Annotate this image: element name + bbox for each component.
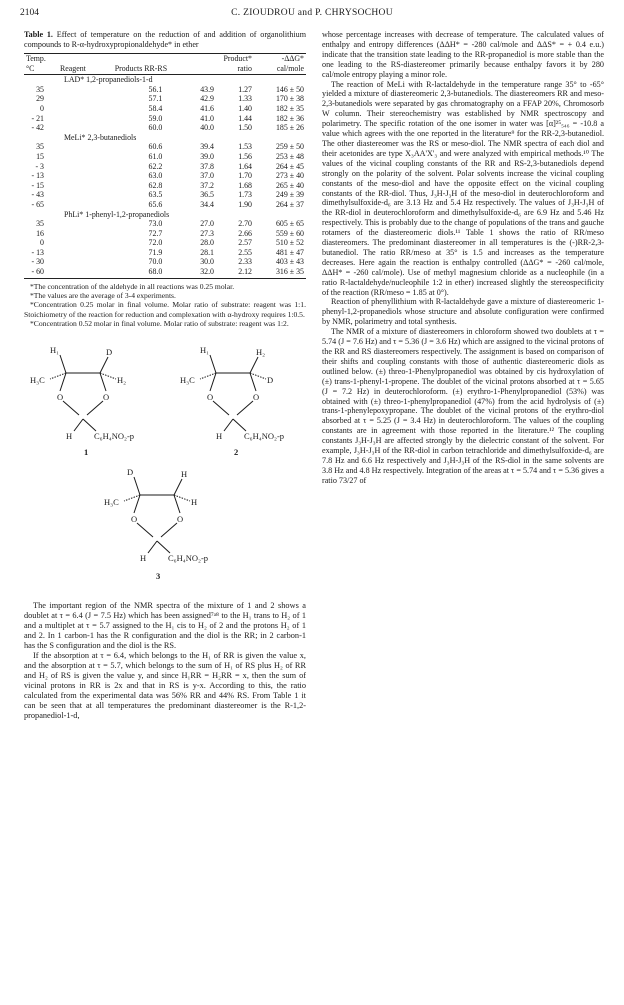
cell-ratio: 1.64 — [238, 161, 252, 171]
cell-dg: 510 ± 52 — [275, 238, 304, 248]
table-row — [24, 85, 306, 95]
cell-empty — [58, 123, 113, 133]
cell-rr: 58.4 — [148, 103, 163, 113]
cell-temp: - 43 — [31, 190, 44, 200]
cell-temp: - 15 — [31, 180, 44, 190]
cell-ratio: 1.56 — [238, 151, 252, 161]
cell-empty — [58, 238, 113, 248]
th-ratio: Product* ratio — [223, 54, 252, 73]
cell-empty — [58, 162, 113, 172]
cell-rr: 65.6 — [148, 199, 163, 209]
cell-empty — [58, 114, 113, 124]
s3-o1: O — [131, 513, 138, 524]
footnote: *Concentration 0.25 molar in final volume. Molar ratio of substrate: reagent was 1:1. Stoichiometry of the reaction for reduction and complexation with α-hydroxy requires 1:0.5. — [24, 300, 306, 319]
table-group-row — [24, 210, 306, 220]
table-row — [24, 152, 306, 162]
s1-h3c: H₃C — [30, 374, 45, 385]
s3-o2: O — [177, 513, 184, 524]
cell-empty — [58, 200, 113, 210]
cell-empty — [58, 248, 113, 258]
cell-temp: 16 — [36, 228, 44, 238]
th-dg: -ΔΔG* cal/mole — [276, 54, 304, 73]
cell-rs: 39.0 — [200, 151, 214, 161]
cell-rr: 60.6 — [148, 142, 163, 152]
table-row — [24, 267, 306, 277]
cell-dg: 182 ± 36 — [275, 113, 304, 123]
cell-ratio: 1.90 — [238, 199, 252, 209]
cell-empty — [58, 171, 113, 181]
running-header — [20, 8, 604, 22]
footnote: *Concentration 0.52 molar in final volume. Molar ratio of substrate: reagent was 1:2. — [30, 319, 289, 329]
cell-temp: 35 — [36, 219, 44, 229]
cell-ratio: 1.70 — [238, 171, 252, 181]
cell-ratio: 1.33 — [238, 94, 252, 104]
structure-2 — [180, 345, 284, 457]
cell-dg: 249 ± 39 — [275, 190, 304, 200]
cell-rs: 39.4 — [200, 142, 214, 152]
table-caption-text: Effect of temperature on the reduction of and addition of organolithium compounds to R-α-hydroxypropionaldehyde* in ether — [24, 30, 307, 49]
s3-aryl: C₆H₄NO₂-p — [168, 552, 209, 563]
cell-rs: 28.0 — [200, 238, 214, 248]
cell-rs: 34.4 — [200, 199, 214, 209]
s2-o2: O — [253, 391, 260, 402]
cell-rs: 30.0 — [200, 257, 214, 267]
table-caption — [24, 30, 306, 50]
cell-rr: 60.0 — [148, 123, 163, 133]
cell-temp: 35 — [36, 142, 44, 152]
cell-rr: 61.0 — [148, 151, 163, 161]
th-products: Products RR-RS — [114, 63, 168, 73]
cell-dg: 273 ± 40 — [275, 171, 304, 181]
cell-temp: 0 — [40, 238, 44, 248]
right-column — [322, 30, 604, 486]
cell-rr: 63.5 — [148, 190, 163, 200]
paragraph: If the absorption at τ = 6.4, which belongs to the H₁ of RR is given the value x, and the absorption at τ = 5.7, which belongs to the sum of H₁ of RS plus H₂ of RR and H₂ of RS is given the value y, and since H₁RR = H₂RR = x, then the sum of vicinal protons in RR is 2x and that in RS is y-x. According to this, the ratio calculated from the experimental data was 56% RR and 44% RS. From Table 1 it can be seen that at all temperatures the predominant diastereomer is the R-1,2-propanediol-1-d, — [24, 650, 306, 721]
s2-d: D — [267, 374, 274, 385]
cell-temp: 35 — [36, 84, 44, 94]
cell-ratio: 1.73 — [238, 190, 252, 200]
table-group-label: MeLi* 2,3-butanediols — [64, 132, 137, 142]
cell-dg: 403 ± 43 — [275, 257, 304, 267]
table-row — [24, 229, 306, 239]
cell-empty — [58, 267, 113, 277]
paragraph: The reaction of MeLi with R-lactaldehyde in the temperature range 35° to -65° yielded a mixture of diastereomeric 2,3-butanediols. The diastereomers RR and meso-2,3-butanediols were separated by gas chromatography on a FFAP 20%, Chromosorb W column. Their stereochemistry was established by NMR spectroscopy and polarimetry. The specific rotation of the one isomer in water was [α]²⁵₅₄₆ = -10.8 a value which agrees with the one reported in the literature⁹ for the RR-2,3-butanediol. The other diastereomer was the RS or meso-diol. The NMR spectra of each diol and their acetonides are type X₃AA'X'₃ and were analyzed with empirical methods.¹⁰ The values of the vicinal coupling constants of the RR and RS-2,3-butanediols depend strongly on the polarity of the solvent. Polar solvents increase the vicinal coupling constants of the meso-diol and have the opposite effect on the vicinal coupling constants of the RR-diol. Thus, J₃H-J₃H of the meso-diol in deuterochloroform and dimethylsulfoxide-d₆ are 3.13 Hz and 5.4 Hz respectively. The values of J₃H-J₃H of the RR-diol in deuterochloroform and dimethylsulfoxide-d₆ are 6.9 Hz and 5.46 Hz respectively. This is probably due to the change of populations of the trans and gauche rotamers of the diastereomeric diols.¹¹ Table 1 shows the ratio of RR/meso diastereomers. The predominant diastereomer in all temperatures is the (-)RR-2,3-butanediol. The ratio RR/meso at 35° is 1.5 and increases as the temperature decreases. Here again the reaction is enthalpy controlled (ΔΔG* = -260 cal/mole, ΔΔH* = -260 cal/mole). Use of methyl magnesium chloride as a nucleophile (in a ratio R-lactaldehyde/nucleophile 1:2 in ether) increased slightly the stereospecificity of the reaction (RR/meso = 1.85 at 0°). — [322, 79, 604, 297]
s3-h3c: H₃C — [104, 496, 119, 507]
s1-o2: O — [103, 391, 110, 402]
cell-dg: 559 ± 60 — [275, 228, 304, 238]
cell-rs: 37.2 — [200, 180, 214, 190]
cell-ratio: 1.68 — [238, 180, 252, 190]
cell-rr: 72.7 — [148, 228, 163, 238]
s1-aryl: C₆H₄NO₂-p — [94, 430, 135, 441]
cell-rs: 40.0 — [200, 123, 214, 133]
results-table — [24, 52, 306, 279]
cell-temp: - 30 — [31, 257, 44, 267]
cell-dg: 170 ± 38 — [275, 94, 304, 104]
s2-o1: O — [207, 391, 214, 402]
table-row — [24, 142, 306, 152]
cell-rs: 27.3 — [200, 228, 214, 238]
cell-dg: 265 ± 40 — [275, 180, 304, 190]
cell-rs: 42.9 — [200, 94, 214, 104]
s2-h2: H₂ — [256, 346, 266, 357]
table-row — [24, 257, 306, 267]
s2-h3c: H₃C — [180, 374, 195, 385]
cell-ratio: 2.57 — [238, 238, 252, 248]
s3-number: 3 — [156, 570, 161, 581]
cell-empty — [58, 142, 113, 152]
cell-empty — [58, 181, 113, 191]
footnote: *The concentration of the aldehyde in all reactions was 0.25 molar. — [30, 281, 235, 291]
structure-1 — [30, 345, 134, 457]
chemical-structures — [24, 333, 306, 595]
s1-d: D — [106, 346, 113, 357]
table-group-row — [24, 75, 306, 85]
cell-temp: - 60 — [31, 267, 44, 277]
s1-o1: O — [57, 391, 64, 402]
s2-aryl: C₆H₄NO₂-p — [244, 430, 285, 441]
cell-dg: 253 ± 48 — [275, 151, 304, 161]
th-reagent: Reagent — [60, 63, 86, 73]
cell-rs: 28.1 — [200, 247, 214, 257]
s1-h1: H₁ — [50, 344, 60, 355]
cell-dg: 185 ± 26 — [275, 123, 304, 133]
cell-ratio: 1.27 — [238, 84, 252, 94]
cell-empty — [58, 229, 113, 239]
cell-dg: 481 ± 47 — [275, 247, 304, 257]
s3-d: D — [127, 466, 134, 477]
cell-rs: 32.0 — [200, 267, 214, 277]
footnote: *The values are the average of 3-4 experiments. — [30, 291, 176, 301]
table-row — [24, 248, 306, 258]
table-row — [24, 190, 306, 200]
cell-rr: 57.1 — [148, 94, 163, 104]
cell-ratio: 2.66 — [238, 228, 252, 238]
table-row — [24, 114, 306, 124]
cell-temp: - 3 — [35, 161, 44, 171]
s2-h: H — [216, 430, 223, 441]
cell-ratio: 2.70 — [238, 219, 252, 229]
cell-rs: 41.6 — [200, 103, 214, 113]
table-row — [24, 123, 306, 133]
cell-dg: 259 ± 50 — [275, 142, 304, 152]
cell-empty — [58, 94, 113, 104]
cell-rs: 37.0 — [200, 171, 214, 181]
paragraph: whose percentage increases with decrease of temperature. The calculated values of enthalpy and entropy differences (ΔΔH* = -280 cal/mole and ΔΔS* = + 0.4 e.u.) indicate that the transition state leading to the RR-propanediol is more stable than the one leading to the RS-diastereomer primarily because enthalpy favors it by 280 cal/mole entropy playing a minor role. — [322, 30, 604, 79]
cell-rs: 43.9 — [200, 84, 214, 94]
cell-rs: 36.5 — [200, 190, 214, 200]
paragraph: Reaction of phenyllithium with R-lactaldehyde gave a mixture of diastereomeric 1-phenyl-1,2-propanediols whose structure and absolute configuration were confirmed by NMR, polarimetry and total synthesis. — [322, 297, 604, 327]
running-head-authors: C. ZIOUDROU and P. CHRYSOCHOU — [231, 8, 393, 18]
cell-empty — [58, 152, 113, 162]
cell-rr: 56.1 — [148, 84, 163, 94]
cell-rr: 63.0 — [148, 171, 163, 181]
cell-temp: 15 — [36, 151, 44, 161]
s1-number: 1 — [84, 446, 89, 457]
s1-h2: H₂ — [117, 374, 127, 385]
structure-3 — [104, 467, 208, 581]
table-header-row — [24, 54, 306, 74]
cell-dg: 182 ± 35 — [275, 103, 304, 113]
cell-rr: 62.2 — [148, 161, 163, 171]
cell-rs: 37.8 — [200, 161, 214, 171]
table-caption-label: Table 1. — [24, 30, 53, 39]
left-column — [24, 30, 306, 721]
cell-dg: 146 ± 50 — [275, 84, 304, 94]
cell-rr: 72.0 — [148, 238, 163, 248]
table-row — [24, 162, 306, 172]
cell-temp: - 65 — [31, 199, 44, 209]
table-row — [24, 181, 306, 191]
table-row — [24, 238, 306, 248]
table-row — [24, 219, 306, 229]
cell-ratio: 1.44 — [238, 113, 252, 123]
cell-rr: 59.0 — [148, 113, 163, 123]
cell-empty — [58, 190, 113, 200]
s3-h: H — [181, 468, 188, 479]
cell-empty — [58, 104, 113, 114]
s3-h2: H — [191, 496, 198, 507]
page-number: 2104 — [20, 8, 39, 18]
cell-temp: 0 — [40, 103, 44, 113]
paragraph: The important region of the NMR spectra of the mixture of 1 and 2 shows a doublet at τ = 6.4 (J = 7.5 Hz) which has been assigned⁷ᵃ⁸ to the H₁ trans to H₂ of 1 and a multiplet at τ = 5.7 assigned to the H₁ cis to H₂ of 2 and the protons H₂ of 1 and 2. In 1 carbon-1 has the R configuration and the diol is the RR; in 2 carbon-1 has the S configuration and the diol is the RS. — [24, 600, 306, 650]
cell-temp: - 42 — [31, 123, 44, 133]
cell-empty — [58, 85, 113, 95]
s3-hb: H — [140, 552, 147, 563]
cell-temp: - 21 — [31, 113, 44, 123]
table-group-row — [24, 133, 306, 143]
cell-rr: 68.0 — [148, 267, 163, 277]
paragraph: The NMR of a mixture of diastereomers in chloroform showed two doublets at τ = 5.74 (J = 7.6 Hz) and τ = 5.36 (J = 3.6 Hz) which are assigned to the vicinal protons of the RR and RS diastereomers respectively. The assignment is based on comparison of their shifts and coupling constants with those of authentic diastereomeric diols as outlined below. (±) threo-1-Phenylpropanediol was obtained by cis hydroxylation of (±) trans-1-phenyl-1-propene. The doublet of the vicinal protons absorbed at τ = 5.65 (J = 7.2 Hz) in deuterochloroform. (±) erythro-1-Phenylpropanediol (53%) was obtained with (±) threo-1-phenylpropanediol (47%) from the acid hydrolysis of (±) trans-1-phenylepoxypropane. The doublet of the vicinal protons of the erythro-diol absorbed at τ = 5.25 (J = 3.4 Hz) in deuterochloroform. The values of the coupling constants are in agreement with those reported in the literature.¹² The coupling constants J₃H-J₃H are affected strongly by the dielectric constant of the solvent. For example, J₃H-J₃H of the RR-diol in carbon tetrachloride and dimethylsulfoxide-d₆ are 7.8 Hz and 6.6 Hz respectively and J₃H-J₃H of the RS-diol in the same solvents are 3.8 Hz and 4.8 Hz respectively. Integration of the areas at τ = 5.74 and τ = 5.36 gives a ratio 73/27 of — [322, 327, 604, 485]
table-body — [24, 75, 306, 277]
cell-rs: 41.0 — [200, 113, 214, 123]
cell-dg: 264 ± 45 — [275, 161, 304, 171]
table-group-label: LAD* 1,2-propanediols-1-d — [64, 75, 153, 85]
cell-ratio: 1.40 — [238, 103, 252, 113]
cell-empty — [58, 219, 113, 229]
th-temp: Temp. °C — [26, 54, 46, 73]
table-row — [24, 104, 306, 114]
cell-ratio: 1.50 — [238, 123, 252, 133]
cell-dg: 316 ± 35 — [275, 267, 304, 277]
table-row — [24, 200, 306, 210]
cell-temp: - 13 — [31, 171, 44, 181]
cell-dg: 605 ± 65 — [275, 219, 304, 229]
cell-temp: 29 — [36, 94, 44, 104]
cell-ratio: 2.33 — [238, 257, 252, 267]
s1-h: H — [66, 430, 73, 441]
cell-rr: 73.0 — [148, 219, 163, 229]
s2-h1: H₁ — [200, 344, 210, 355]
table-footnotes — [24, 282, 306, 329]
table-group-label: PhLi* 1-phenyl-1,2-propanediols — [64, 209, 170, 219]
cell-rr: 62.8 — [148, 180, 163, 190]
cell-ratio: 2.12 — [238, 267, 252, 277]
cell-ratio: 1.53 — [238, 142, 252, 152]
cell-temp: - 13 — [31, 247, 44, 257]
cell-rr: 70.0 — [148, 257, 163, 267]
cell-rs: 27.0 — [200, 219, 214, 229]
left-body-text — [24, 601, 306, 722]
table-row — [24, 171, 306, 181]
table-row — [24, 94, 306, 104]
cell-dg: 264 ± 37 — [275, 199, 304, 209]
cell-rr: 71.9 — [148, 247, 163, 257]
s2-number: 2 — [234, 446, 239, 457]
cell-ratio: 2.55 — [238, 247, 252, 257]
cell-empty — [58, 257, 113, 267]
